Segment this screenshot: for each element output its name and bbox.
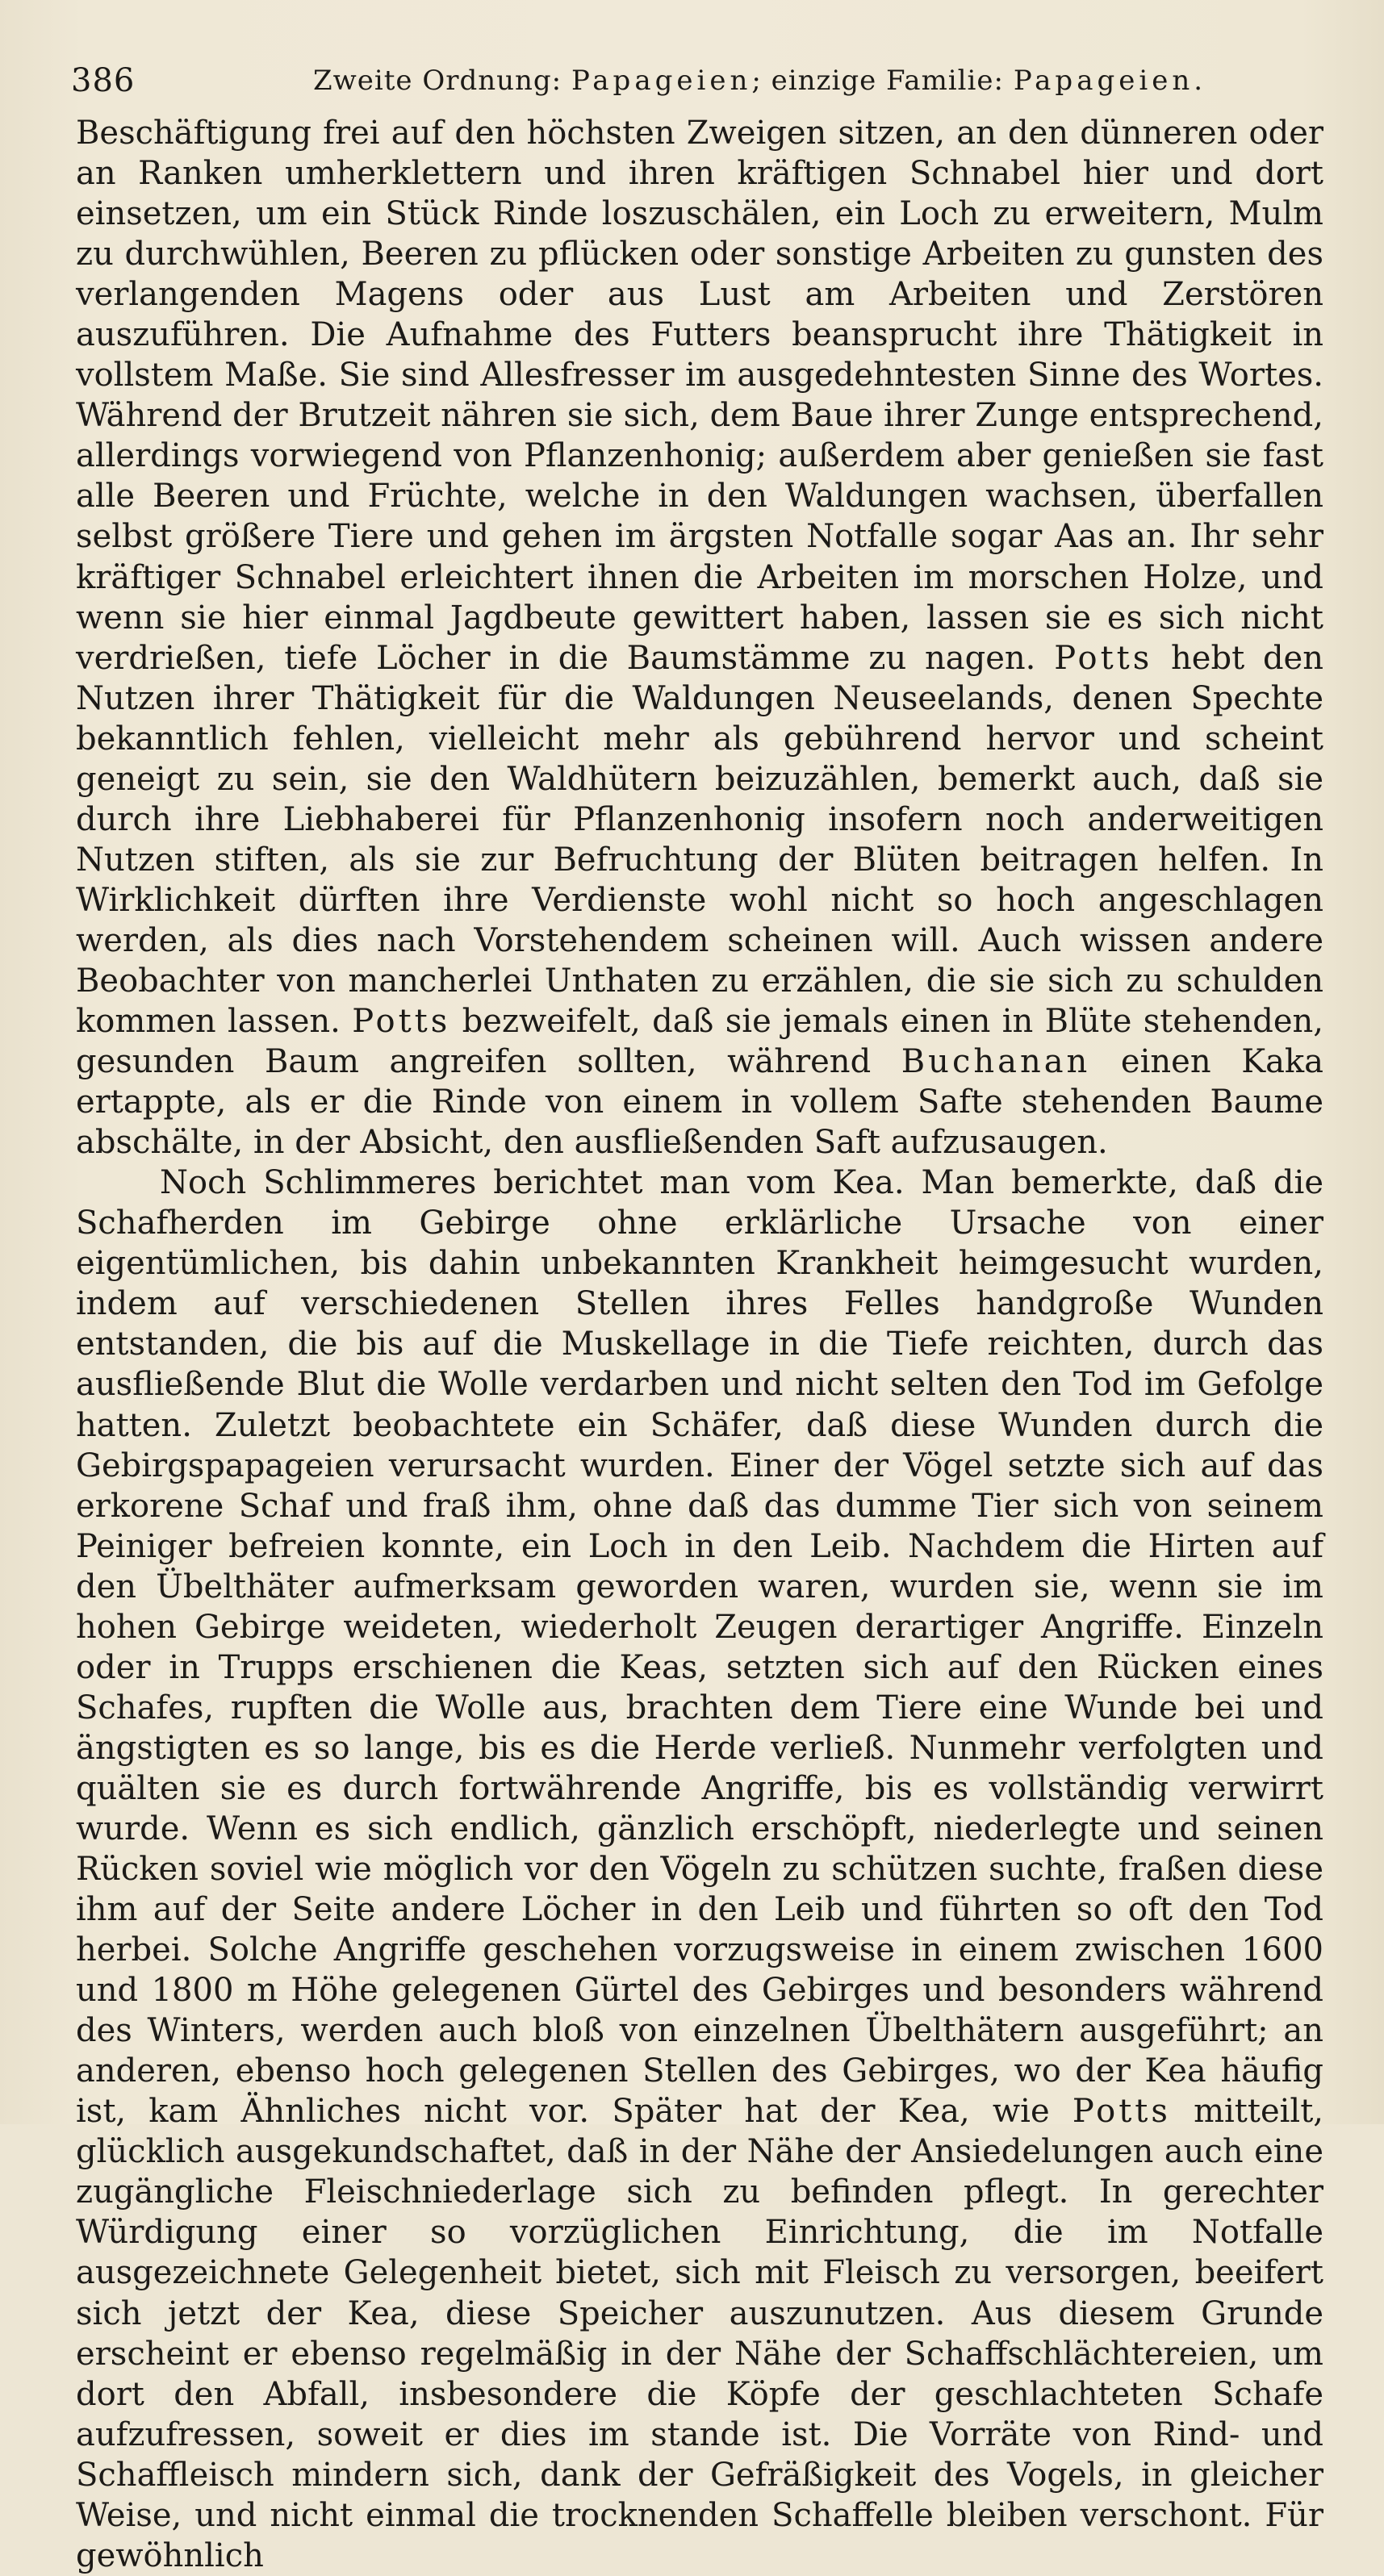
person-name: Potts [1072, 2093, 1171, 2131]
body-text [76, 113, 1323, 2576]
person-name: Buchanan [901, 1043, 1091, 1081]
running-head [71, 58, 1330, 103]
paragraph [76, 1163, 1323, 2576]
running-title-family-name: Papageien. [1013, 65, 1207, 97]
person-name: Potts [1054, 639, 1153, 677]
text-run: Noch Schlimmeres berichtet man vom Kea. Man bemerkte, daß die Schafherden im Gebirge ohne erklärliche Ursache von einer eigentümlichen, bis dahin unbekannten Krankheit heimgesucht wurden, indem auf verschiedenen Stellen ihres Felles handgroße Wunden entstanden, die bis auf die Muskellage in die Tiefe reichten, durch das ausfließende Blut die Wolle verdarben und nicht selten den Tod im Gefolge hatten. Zuletzt beobachtete ein Schäfer, daß diese Wunden durch die Gebirgspapageien verursacht wurden. Einer der Vögel setzte sich auf das erkorene Schaf und fraß ihm, ohne daß das dumme Tier sich von seinem Peiniger befreien konnte, ein Loch in den Leib. Nachdem die Hirten auf den Übelthäter aufmerksam geworden waren, wurden sie, wenn sie im hohen Gebirge weideten, wiederholt Zeugen derartiger Angriffe. Einzeln oder in Trupps erschienen die Keas, setzten sich auf den Rücken eines Schafes, rupften die Wolle aus, brachten dem Tiere eine Wunde bei und ängstigten es so lange, bis es die Herde verließ. Nunmehr verfolgten und quälten sie es durch fortwährende Angriffe, bis es vollständig verwirrt wurde. Wenn es sich endlich, gänzlich erschöpft, niederlegte und seinen Rücken soviel wie möglich vor den Vögeln zu schützen suchte, fraßen diese ihm auf der Seite andere Löcher in den Leib und führten so oft den Tod herbei. Solche Angriffe geschehen vorzugsweise in einem zwischen 1600 und 1800 m Höhe gelegenen Gürtel des Gebirges und besonders während des Winters, werden auch bloß von einzelnen Übelthätern ausgeführt; an anderen, ebenso hoch gelegenen Stellen des Gebirges, wo der Kea häufig ist, kam Ähnliches nicht vor. Später hat der Kea, wie [76, 1164, 1323, 2131]
running-title-order: Zweite Ordnung: [313, 65, 571, 97]
text-run: mitteilt, glücklich ausgekundschaftet, daß in der Nähe der Ansiedelungen auch eine zugängliche Fleischniederlage sich zu befinden pflegt. In gerechter Würdigung einer so vorzüglichen Einrichtung, die im Notfalle ausgezeichnete Gelegenheit bietet, sich mit Fleisch zu versorgen, beeifert sich jetzt der Kea, diese Speicher auszunutzen. Aus diesem Grunde erscheint er ebenso regelmäßig in der Nähe der Schaffschlächtereien, um dort den Abfall, insbesondere die Köpfe der geschlachteten Schafe aufzufressen, soweit er dies im stande ist. Die Vorräte von Rind- und Schaffleisch mindern sich, dank der Gefräßigkeit des Vogels, in gleicher Weise, und nicht einmal die trocknenden Schaffelle bleiben verschont. Für gewöhnlich [76, 2093, 1323, 2574]
running-title-family: ; einzige Familie: [751, 65, 1014, 97]
running-title-order-name: Papageien [571, 65, 752, 97]
text-run: bezweifelt, daß sie jemals einen in Blüte stehenden, gesunden Baum angreifen sollten, während [76, 1003, 1323, 1081]
text-run: hebt den Nutzen ihrer Thätigkeit für die Waldungen Neuseelands, denen Spechte bekanntlich fehlen, vielleicht mehr als gebührend hervor und scheint geneigt zu sein, sie den Waldhütern beizuzählen, bemerkt auch, daß sie durch ihre Liebhaberei für Pflanzenhonig insofern noch anderweitigen Nutzen stiften, als sie zur Befruchtung der Blüten beitragen helfen. In Wirklichkeit dürften ihre Verdienste wohl nicht so hoch angeschlagen werden, als dies nach Vorstehendem scheinen will. Auch wissen andere Beobachter von mancherlei Unthaten zu erzählen, die sie sich zu schulden kommen lassen. [76, 639, 1323, 1041]
text-run: Beschäftigung frei auf den höchsten Zweigen sitzen, an den dünneren oder an Ranken umherklettern und ihren kräftigen Schnabel hier und dort einsetzen, um ein Stück Rinde loszuschälen, ein Loch zu erweitern, Mulm zu durchwühlen, Beeren zu pflücken oder sonstige Arbeiten zu gunsten des verlangenden Magens oder aus Lust am Arbeiten und Zerstören auszuführen. Die Aufnahme des Futters beansprucht ihre Thätigkeit in vollstem Maße. Sie sind Allesfresser im ausgedehntesten Sinne des Wortes. Während der Brutzeit nähren sie sich, dem Baue ihrer Zunge entsprechend, allerdings vorwiegend von Pflanzenhonig; außerdem aber genießen sie fast alle Beeren und Früchte, welche in den Waldungen wachsen, überfallen selbst größere Tiere und gehen im ärgsten Notfalle sogar Aas an. Ihr sehr kräftiger Schnabel erleichtert ihnen die Arbeiten im morschen Holze, und wenn sie hier einmal Jagdbeute gewittert haben, lassen sie es sich nicht verdrießen, tiefe Löcher in die Baumstämme zu nagen. [76, 115, 1323, 677]
text-run: einen Kaka ertappte, als er die Rinde von einem in vollem Safte stehenden Baume abschälte, in der Absicht, den ausfließenden Saft aufzusaugen. [76, 1043, 1324, 1162]
page-number: 386 [71, 62, 136, 99]
running-title [313, 58, 1206, 103]
paragraph [76, 113, 1323, 1163]
person-name: Potts [352, 1003, 451, 1041]
